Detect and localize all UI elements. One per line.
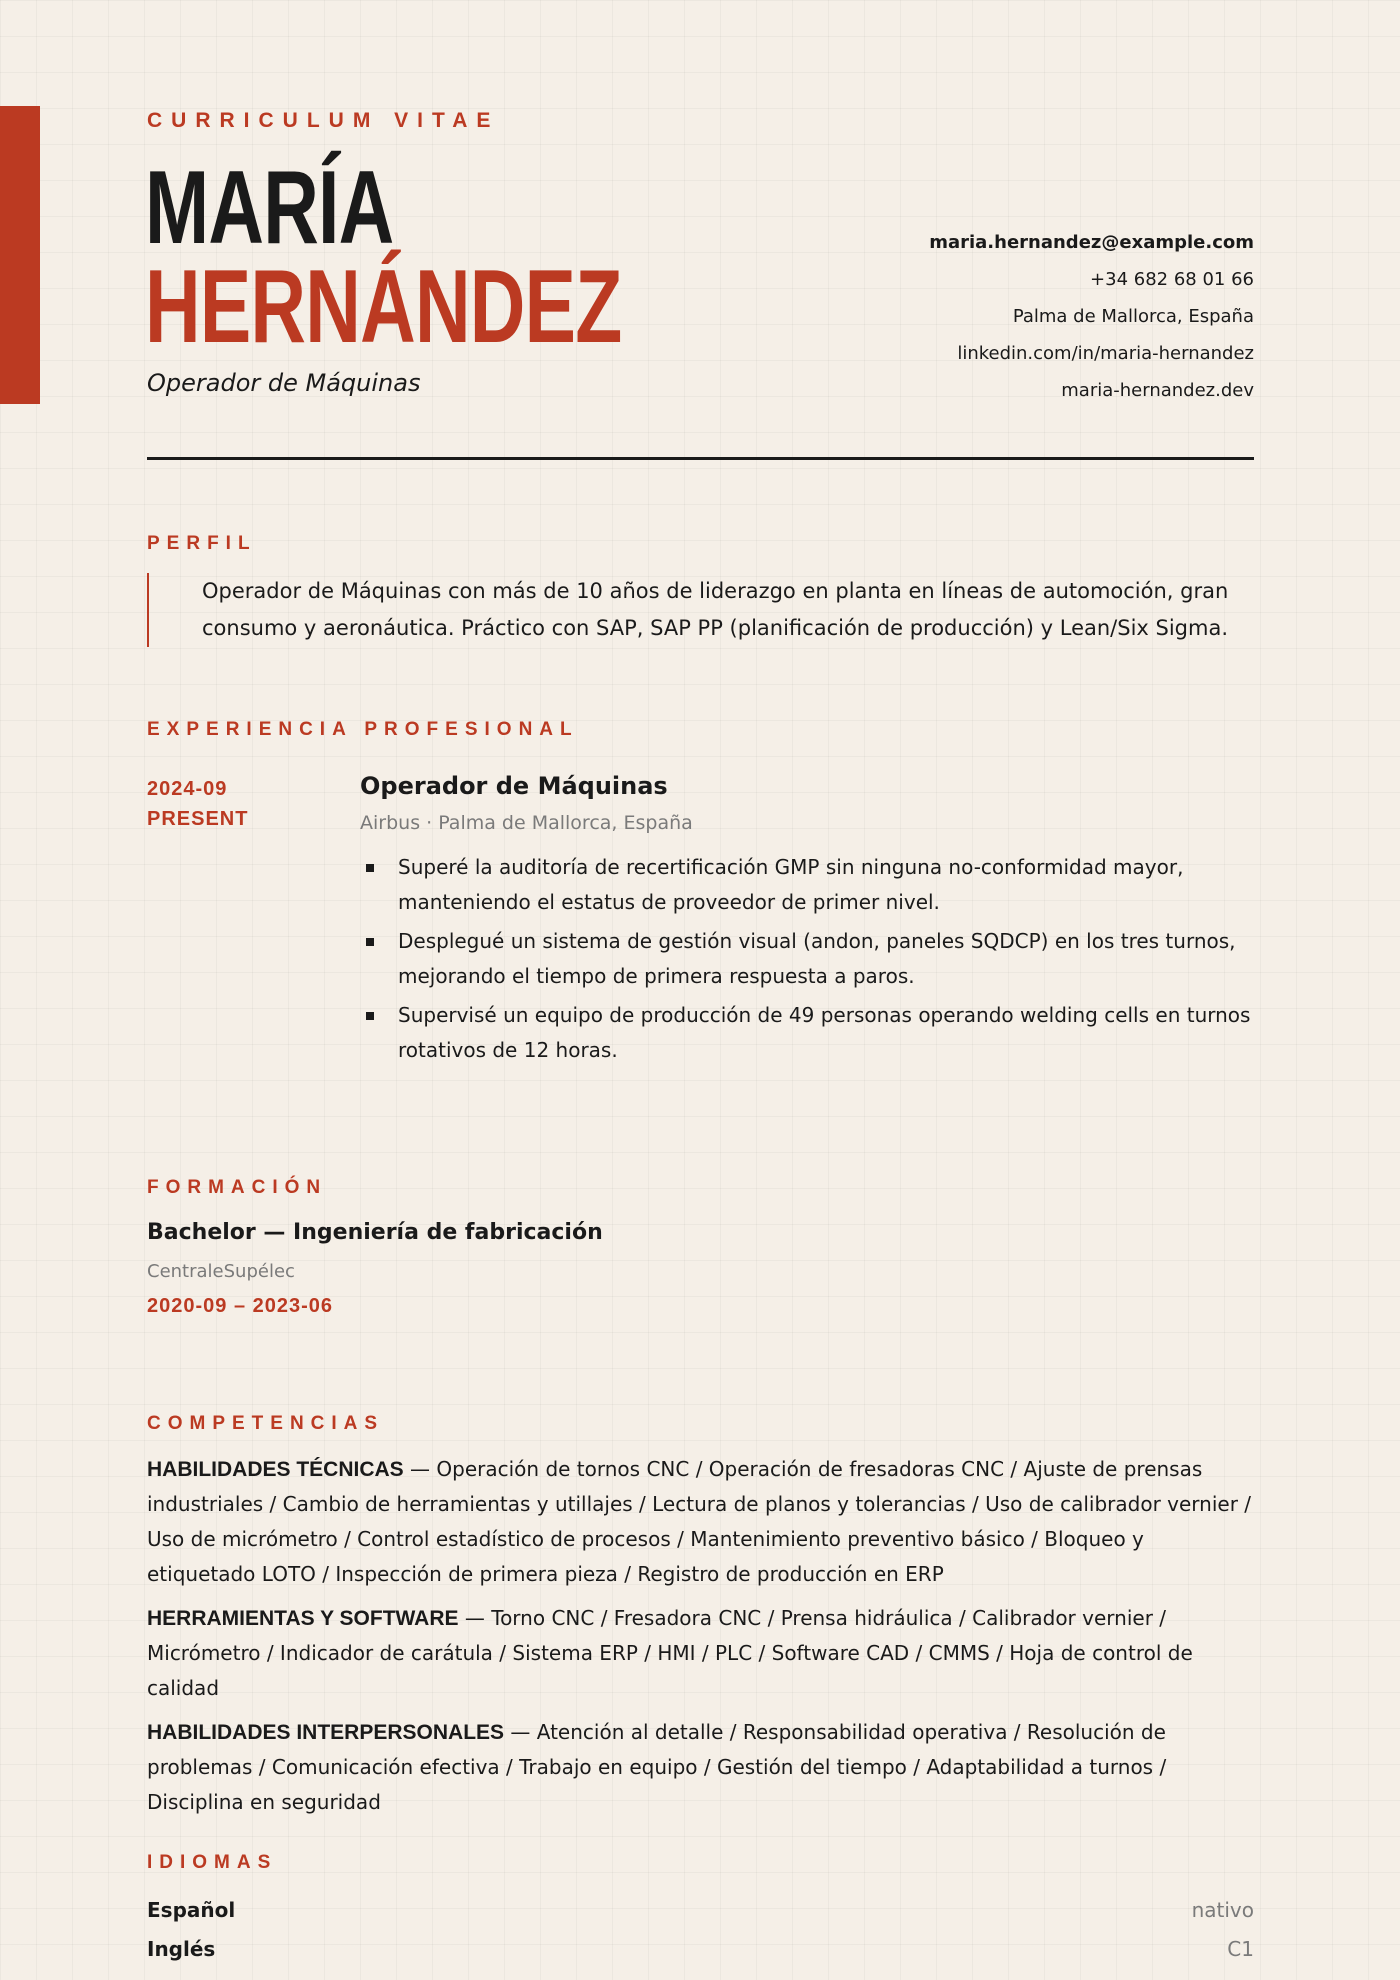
experience-start: 2024-09 bbox=[147, 778, 228, 800]
skill-group-items: Torno CNC / Fresadora CNC / Prensa hidráulica / Calibrador vernier / Micrómetro / Indicador de carátula / Sistema ERP / HMI / PLC / Software CAD / CMMS / Hoja de control de calidad bbox=[147, 1606, 1193, 1700]
language-level: nativo bbox=[1191, 1898, 1254, 1922]
bullet-square-icon bbox=[366, 864, 374, 872]
experience-bullets bbox=[360, 850, 1254, 1068]
last-name: HERNÁNDEZ bbox=[145, 249, 622, 365]
contact-email[interactable]: maria.hernandez@example.com bbox=[929, 232, 1254, 253]
accent-bar bbox=[0, 106, 40, 404]
skill-group-label: HERRAMIENTAS Y SOFTWARE bbox=[147, 1607, 459, 1630]
language-name: Español bbox=[147, 1898, 236, 1922]
section-title-languages: IDIOMAS bbox=[147, 1852, 278, 1873]
education-dates: 2020-09 – 2023-06 bbox=[147, 1295, 334, 1317]
skills-block bbox=[147, 1452, 1254, 1829]
section-title-education: FORMACIÓN bbox=[147, 1177, 328, 1198]
education-degree: Bachelor — Ingeniería de fabricación bbox=[147, 1220, 603, 1245]
skill-group-label: HABILIDADES INTERPERSONALES bbox=[147, 1721, 505, 1744]
section-title-experience: EXPERIENCIA PROFESIONAL bbox=[147, 719, 579, 740]
language-row bbox=[147, 1937, 1254, 1961]
section-title-profile: PERFIL bbox=[147, 533, 257, 554]
list-item bbox=[360, 850, 1254, 920]
header-divider bbox=[147, 457, 1254, 460]
experience-entry bbox=[360, 772, 1254, 1072]
education-school: CentraleSupélec bbox=[147, 1261, 295, 1282]
profile-summary: Operador de Máquinas con más de 10 años de liderazgo en planta en líneas de automoción, gran consumo y aeronáutica. Práctico con SAP, SAP PP (planificación de producción) y Lean/Six Sigma. bbox=[147, 573, 1262, 647]
skill-group-interpersonal: HABILIDADES INTERPERSONALES — Atención al detalle / Responsabilidad operativa / Resolución de problemas / Comunicación efectiva / Trabajo en equipo / Gestión del tiempo / Adaptabilidad a turnos / Disciplina en seguridad bbox=[147, 1720, 1167, 1814]
bullet-text: Supervisé un equipo de producción de 49 personas operando welding cells en turnos rotativos de 12 horas. bbox=[398, 1003, 1251, 1062]
skill-group-items: Atención al detalle / Responsabilidad operativa / Resolución de problemas / Comunicación efectiva / Trabajo en equipo / Gestión del tiempo / Adaptabilidad a turnos / Disciplina en seguridad bbox=[147, 1720, 1167, 1814]
section-title-skills: COMPETENCIAS bbox=[147, 1413, 385, 1434]
skill-group-technical: HABILIDADES TÉCNICAS — Operación de tornos CNC / Operación de fresadoras CNC / Ajuste de prensas industriales / Cambio de herramientas y utillajes / Lectura de planos y tolerancias / Uso de calibrador vernier / Uso de micrómetro / Control estadístico de procesos / Mantenimiento preventivo básico / Bloqueo y etiquetado LOTO / Inspección de primera pieza / Registro de producción en ERP bbox=[147, 1457, 1252, 1586]
bullet-text: Desplegué un sistema de gestión visual (andon, paneles SQDCP) en los tres turnos, mejorando el tiempo de primera respuesta a paros. bbox=[398, 929, 1236, 988]
experience-company: Airbus · Palma de Mallorca, España bbox=[360, 812, 693, 834]
language-row bbox=[147, 1898, 1254, 1922]
list-item bbox=[360, 998, 1254, 1068]
cv-kicker: CURRICULUM VITAE bbox=[147, 109, 500, 132]
experience-end: PRESENT bbox=[147, 808, 249, 830]
bullet-square-icon bbox=[366, 1012, 374, 1020]
contact-website[interactable]: maria-hernandez.dev bbox=[1061, 380, 1254, 401]
skill-group-label: HABILIDADES TÉCNICAS bbox=[147, 1458, 404, 1481]
language-name: Inglés bbox=[147, 1937, 216, 1961]
experience-dates bbox=[147, 774, 248, 834]
contact-phone[interactable]: +34 682 68 01 66 bbox=[1090, 269, 1254, 290]
bullet-square-icon bbox=[366, 938, 374, 946]
bullet-text: Superé la auditoría de recertificación GMP sin ninguna no-conformidad mayor, manteniendo el estatus de proveedor de primer nivel. bbox=[398, 855, 1184, 914]
contact-location: Palma de Mallorca, España bbox=[1012, 306, 1254, 327]
language-level: C1 bbox=[1227, 1937, 1254, 1961]
first-name: MARÍA bbox=[145, 150, 394, 266]
skill-group-tools: HERRAMIENTAS Y SOFTWARE — Torno CNC / Fresadora CNC / Prensa hidráulica / Calibrador vernier / Micrómetro / Indicador de carátula / Sistema ERP / HMI / PLC / Software CAD / CMMS / Hoja de control de calidad bbox=[147, 1606, 1193, 1700]
job-title: Operador de Máquinas bbox=[147, 369, 421, 397]
skill-group-items: Operación de tornos CNC / Operación de fresadoras CNC / Ajuste de prensas industriales / Cambio de herramientas y utillajes / Lectura de planos y tolerancias / Uso de calibrador vernier / Uso de micrómetro / Control estadístico de procesos / Mantenimiento preventivo básico / Bloqueo y etiquetado LOTO / Inspección de primera pieza / Registro de producción en ERP bbox=[147, 1457, 1252, 1586]
experience-role: Operador de Máquinas bbox=[360, 772, 668, 800]
contact-block bbox=[929, 224, 1254, 409]
list-item bbox=[360, 924, 1254, 994]
contact-linkedin[interactable]: linkedin.com/in/maria-hernandez bbox=[957, 343, 1254, 364]
